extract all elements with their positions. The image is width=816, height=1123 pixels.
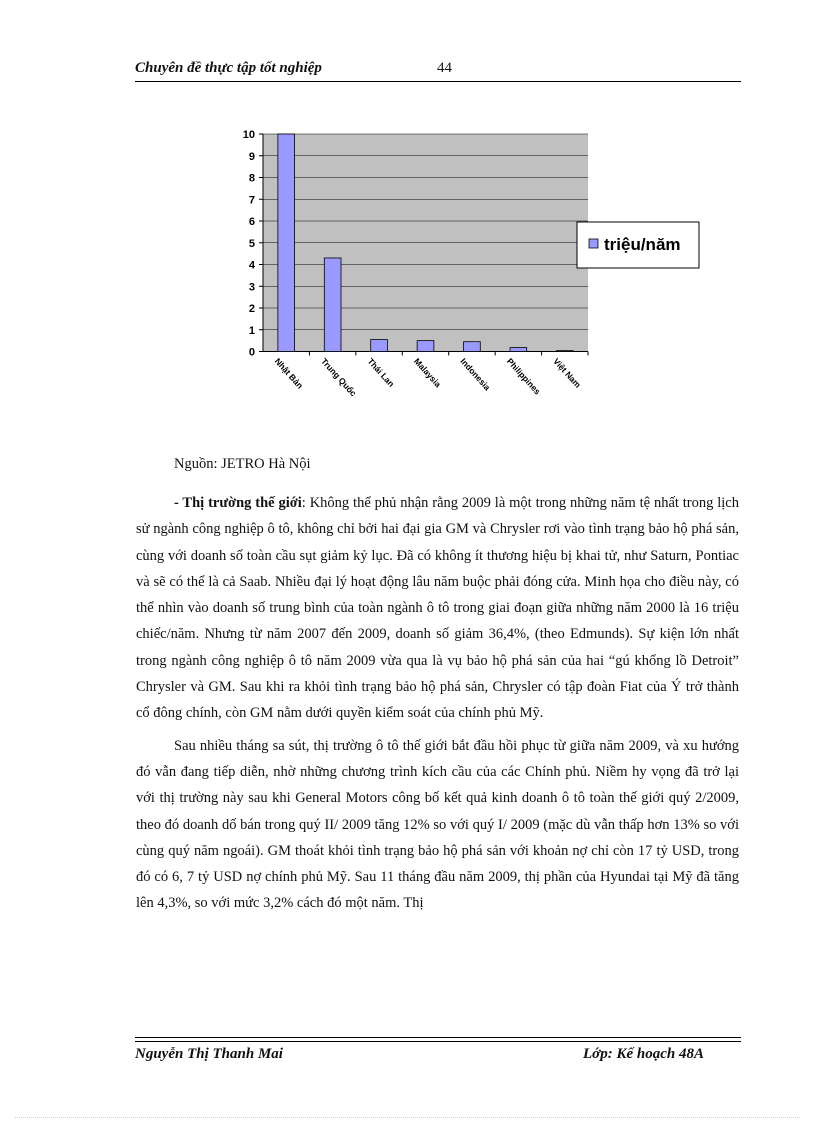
- y-tick-label: 10: [242, 129, 255, 141]
- paragraph-world-market: [136, 490, 739, 727]
- bar: [556, 351, 573, 352]
- x-tick-label: Indonesia: [458, 356, 493, 393]
- y-tick-label: 7: [248, 194, 255, 207]
- footer-rule-top: [135, 1037, 741, 1038]
- footer-author: Nguyễn Thị Thanh Mai: [135, 1046, 283, 1062]
- paragraph-lead: - Thị trường thế giới: [174, 495, 302, 511]
- y-ticks: [243, 129, 263, 359]
- paragraph-body: : Không thể phủ nhận rằng 2009 là một trong những năm tệ nhất trong lịch sử ngành công nghiệp ô tô, không chỉ bởi hai đại gia GM và Chrysler rơi vào tình trạng bảo hộ phá sản, cùng với doanh số toàn cầu sụt giảm kỷ lục. Đã có không ít thương hiệu bị khai tử, như Saturn, Pontiac và sẽ có thể là cả Saab. Nhiều đại lý hoạt động lâu năm buộc phải đóng cửa. Minh họa cho điều này, có thể nhìn vào doanh số trung bình của toàn ngành ô tô trong giai đoạn giữa những năm 2000 là 16 triệu chiếc/năm. Nhưng từ năm 2007 đến 2009, doanh số giảm 36,4%, (theo Edmunds). Sự kiện lớn nhất trong ngành công nghiệp ô tô năm 2009 vừa qua là vụ bảo hộ phá sản của hai “gú khổng lồ Detroit” Chrysler và GM. Sau khi ra khỏi tình trạng bảo hộ phá sản, Chrysler có tập đoàn Fiat của Ý trở thành cổ đông chính, còn GM nằm dưới quyền kiểm soát của chính phủ Mỹ.: [136, 495, 739, 722]
- page-header: [135, 60, 740, 82]
- x-tick-label: Malaysia: [412, 356, 444, 390]
- y-tick-label: 0: [248, 346, 255, 359]
- x-tick-label: Philippines: [504, 356, 543, 397]
- header-rule: [135, 81, 741, 82]
- y-tick-label: 9: [248, 150, 255, 163]
- x-tick-label: Việt Nam: [551, 356, 583, 390]
- legend-swatch: [589, 239, 598, 248]
- y-tick-label: 5: [248, 237, 255, 250]
- y-tick-label: 8: [248, 172, 255, 185]
- y-tick-label: 1: [248, 324, 255, 337]
- legend: [577, 222, 699, 268]
- bar: [417, 341, 434, 352]
- bar: [278, 134, 295, 352]
- legend-label: triệu/năm: [604, 235, 681, 254]
- y-tick-label: 2: [248, 303, 255, 315]
- y-tick-label: 4: [248, 259, 255, 272]
- chart-canvas: [225, 122, 715, 432]
- x-tick-label: Nhật Bản: [272, 356, 306, 391]
- y-tick-label: 6: [248, 216, 255, 228]
- source-note: Nguồn: JETRO Hà Nội: [174, 456, 311, 472]
- x-tick-labels: [273, 352, 588, 399]
- header-title: Chuyên đề thực tập tốt nghiệp: [135, 60, 322, 76]
- footer-rule-bottom: [135, 1041, 741, 1042]
- x-tick-label: Trung Quốc: [319, 356, 359, 399]
- bar: [371, 340, 388, 352]
- bar: [464, 342, 481, 352]
- paragraph-recovery: Sau nhiều tháng sa sút, thị trường ô tô thế giới bắt đầu hồi phục từ giữa năm 2009, và xu hướng đó vẫn đang tiếp diễn, nhờ những chương trình kích cầu của các Chính phủ. Niềm hy vọng đã trở lại với thị trường này sau khi General Motors công bố kết quả kinh doanh ô tô toàn thế giới quý 2/2009, theo đó doanh dố bán trong quý II/ 2009 tăng 12% so với quý I/ 2009 (mặc dù vẫn thấp hơn 13% so với cùng quý năm ngoái). GM thoát khỏi tình trạng bảo hộ phá sản với khoản nợ chỉ còn 17 tỷ USD, trong đó có 6, 7 tỷ USD nợ chính phủ Mỹ. Sau 11 tháng đầu năm 2009, thị phần của Hyundai tại Mỹ đã tăng lên 4,3%, so với mức 3,2% cách đó một năm. Thị: [136, 737, 739, 912]
- page-edge: [15, 1117, 800, 1118]
- bar-chart: [225, 122, 715, 432]
- y-tick-label: 3: [248, 281, 255, 294]
- page-number: 44: [437, 60, 452, 76]
- body-text: [136, 490, 739, 923]
- bar: [324, 258, 341, 352]
- bar: [510, 348, 527, 352]
- x-tick-label: Thái Lan: [365, 356, 397, 389]
- footer-class: Lớp: Kế hoạch 48A: [583, 1046, 704, 1062]
